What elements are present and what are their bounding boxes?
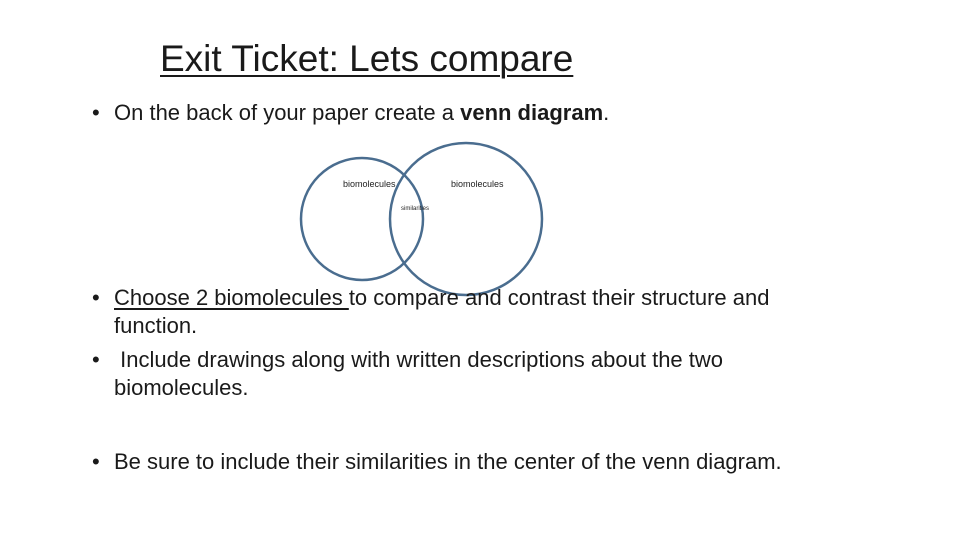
bullet-bold-text: venn diagram bbox=[460, 100, 604, 125]
bullet-punctuation: . bbox=[603, 100, 610, 125]
bullet-marker: • bbox=[92, 347, 100, 372]
venn-right-label: biomolecules bbox=[451, 179, 504, 189]
bullet-underlined-text: Choose 2 biomolecules bbox=[114, 285, 349, 310]
bullet-text: On the back of your paper create a bbox=[114, 100, 461, 125]
venn-left-label: biomolecules bbox=[343, 179, 396, 189]
bullet-text: to compare and contrast their structure and function. bbox=[114, 285, 770, 338]
bullet-choose-biomolecules bbox=[92, 284, 814, 340]
bullet-include-drawings bbox=[92, 346, 834, 402]
bullet-include-similarities bbox=[92, 448, 834, 476]
venn-right-circle bbox=[390, 143, 542, 295]
venn-diagram bbox=[300, 160, 540, 285]
bullet-text: Be sure to include their similarities in the center of the venn diagram. bbox=[114, 449, 782, 474]
bullet-create-venn bbox=[92, 99, 934, 127]
venn-center-label: similarities bbox=[401, 206, 430, 212]
venn-left-circle bbox=[301, 158, 423, 280]
slide-title: Exit Ticket: Lets compare bbox=[160, 37, 574, 79]
bullet-marker: • bbox=[92, 449, 100, 474]
bullet-marker: • bbox=[92, 285, 100, 310]
bullet-marker: • bbox=[92, 100, 100, 125]
bullet-text: Include drawings along with written descriptions about the two biomolecules. bbox=[114, 347, 724, 400]
